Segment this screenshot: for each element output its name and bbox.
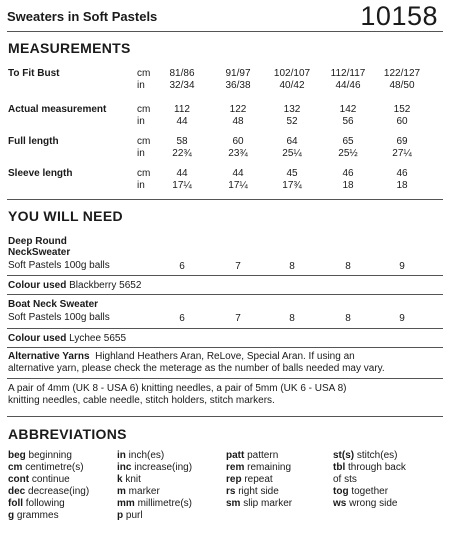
abbreviation-entry: [226, 450, 278, 461]
abbreviation-meaning: knit: [122, 474, 141, 485]
you-will-need-heading: YOU WILL NEED: [8, 208, 123, 224]
ball-count: 6: [179, 261, 185, 272]
measurement-value: 32/34: [169, 80, 195, 91]
measurement-value: 112: [174, 104, 190, 115]
measurement-value: 25¼: [282, 148, 302, 159]
measurement-label: To Fit Bust: [8, 68, 60, 79]
unit-cm: cm: [137, 104, 151, 115]
abbreviation-key: k: [117, 474, 123, 485]
measurement-value: 122: [229, 104, 247, 115]
abbreviation-key: ws: [333, 498, 347, 509]
abbreviation-entry: [333, 450, 397, 461]
abbreviation-meaning: millimetre(s): [134, 498, 193, 509]
boat-neck-yarn: Soft Pastels 100g balls: [8, 312, 110, 323]
measurement-value: 112/117: [330, 68, 366, 79]
measurement-value: 44: [176, 168, 188, 179]
abbreviation-entry: [117, 498, 192, 509]
abbreviation-key: rem: [226, 462, 245, 473]
abbreviation-meaning: slip marker: [240, 498, 293, 509]
measurement-value: 23¾: [228, 148, 248, 159]
boat-neck-colour: Colour used Lychee 5655: [8, 333, 127, 344]
abbreviation-key: rep: [226, 474, 242, 485]
abbreviation-meaning: following: [23, 498, 65, 509]
divider: [7, 416, 443, 417]
abbreviation-entry: [117, 450, 164, 461]
abbreviation-entry: [8, 462, 84, 473]
measurement-value: 18: [342, 180, 354, 191]
abbreviation-key: p: [117, 510, 124, 521]
ball-count: 8: [289, 261, 295, 272]
measurement-value: 152: [393, 104, 411, 115]
abbreviation-meaning: decrease(ing): [25, 486, 90, 497]
abbreviation-meaning: of sts: [333, 474, 357, 485]
abbreviation-key: cont: [8, 474, 30, 485]
ball-count: 8: [345, 313, 351, 324]
ball-count: 9: [399, 313, 405, 324]
abbreviation-key: g: [8, 510, 15, 521]
unit-in: in: [137, 80, 145, 91]
abbreviations-heading: ABBREVIATIONS: [8, 426, 127, 442]
divider: [7, 328, 443, 329]
measurement-value: 132: [283, 104, 301, 115]
deep-round-yarn: Soft Pastels 100g balls: [8, 260, 110, 271]
unit-cm: cm: [137, 168, 151, 179]
alternative-yarns: Alternative Yarns Highland Heathers Aran, ReLove, Special Aran. If using an alternative yarn, please check the meterage as the number of balls needed may vary.: [8, 351, 385, 374]
measurement-value: 27¼: [392, 148, 412, 159]
abbreviation-key: sm: [226, 498, 241, 509]
abbreviation-meaning: inch(es): [125, 450, 165, 461]
measurements-divider: [7, 199, 443, 200]
abbreviation-key: st(s): [333, 450, 355, 461]
measurement-value: 44/46: [335, 80, 361, 91]
unit-cm: cm: [137, 68, 151, 79]
abbreviation-entry: [8, 474, 70, 485]
abbreviation-entry: [333, 474, 357, 485]
abbreviation-entry: [333, 486, 388, 497]
measurement-value: 142: [339, 104, 357, 115]
measurement-value: 65: [342, 136, 354, 147]
measurement-value: 58: [176, 136, 188, 147]
abbreviation-entry: [226, 474, 273, 485]
measurement-value: 22¾: [172, 148, 192, 159]
pattern-number: 10158: [360, 1, 438, 31]
abbreviation-key: cm: [8, 462, 23, 473]
measurement-value: 44: [176, 116, 188, 127]
abbreviation-meaning: beginning: [25, 450, 72, 461]
divider: [7, 275, 443, 276]
deep-round-title: Deep Round NeckSweater: [8, 236, 71, 258]
measurement-value: 17¼: [228, 180, 248, 191]
measurement-value: 102/107: [273, 68, 311, 79]
abbreviation-meaning: pattern: [244, 450, 279, 461]
ball-count: 8: [345, 261, 351, 272]
abbreviation-key: foll: [8, 498, 23, 509]
unit-in: in: [137, 148, 145, 159]
abbreviation-entry: [117, 462, 192, 473]
abbreviation-key: inc: [117, 462, 132, 473]
abbreviation-meaning: increase(ing): [131, 462, 193, 473]
measurement-value: 18: [396, 180, 408, 191]
abbreviation-entry: [226, 462, 291, 473]
divider: [7, 378, 443, 379]
measurement-value: 69: [396, 136, 408, 147]
measurement-value: 44: [232, 168, 244, 179]
measurements-heading: MEASUREMENTS: [8, 40, 131, 56]
divider: [7, 294, 443, 295]
abbreviation-meaning: centimetre(s): [22, 462, 84, 473]
abbreviation-meaning: through back: [345, 462, 406, 473]
abbreviation-meaning: marker: [125, 486, 160, 497]
abbreviation-entry: [333, 498, 397, 509]
abbreviation-meaning: continue: [29, 474, 70, 485]
abbreviation-key: mm: [117, 498, 135, 509]
abbreviation-entry: [333, 462, 406, 473]
measurement-label: Full length: [8, 136, 59, 147]
abbreviation-key: patt: [226, 450, 245, 461]
abbreviation-meaning: remaining: [244, 462, 292, 473]
abbreviation-meaning: wrong side: [346, 498, 398, 509]
boat-neck-title: Boat Neck Sweater: [8, 299, 99, 310]
measurement-label: Actual measurement: [8, 104, 107, 115]
abbreviation-key: in: [117, 450, 126, 461]
measurement-value: 64: [286, 136, 298, 147]
ball-count: 9: [399, 261, 405, 272]
abbreviation-entry: [8, 498, 65, 509]
unit-in: in: [137, 180, 145, 191]
abbreviation-key: tog: [333, 486, 349, 497]
measurement-value: 60: [232, 136, 244, 147]
abbreviation-entry: [8, 450, 72, 461]
measurement-value: 36/38: [225, 80, 251, 91]
measurement-value: 56: [342, 116, 354, 127]
measurement-value: 40/42: [279, 80, 305, 91]
abbreviation-entry: [117, 486, 160, 497]
abbreviation-key: beg: [8, 450, 26, 461]
abbreviation-key: rs: [226, 486, 236, 497]
measurement-value: 46: [396, 168, 408, 179]
abbreviation-meaning: stitch(es): [354, 450, 398, 461]
abbreviation-entry: [8, 486, 89, 497]
measurement-value: 17¼: [172, 180, 192, 191]
needles-list: A pair of 4mm (UK 8 - USA 6) knitting needles, a pair of 5mm (UK 6 - USA 8) knitting needles, cable needle, stitch holders, stitch markers.: [8, 383, 347, 406]
ball-count: 7: [235, 313, 241, 324]
measurement-value: 48: [232, 116, 244, 127]
measurement-value: 60: [396, 116, 408, 127]
measurement-value: 46: [342, 168, 354, 179]
abbreviation-entry: [117, 510, 143, 521]
header-divider: [7, 31, 443, 32]
unit-cm: cm: [137, 136, 151, 147]
measurement-value: 81/86: [169, 68, 195, 79]
pattern-title: Sweaters in Soft Pastels: [7, 9, 158, 24]
abbreviation-entry: [226, 486, 279, 497]
deep-round-colour: Colour used Blackberry 5652: [8, 280, 142, 291]
divider: [7, 347, 443, 348]
measurement-value: 122/127: [383, 68, 421, 79]
abbreviation-meaning: repeat: [241, 474, 273, 485]
abbreviation-key: m: [117, 486, 126, 497]
measurement-value: 25½: [338, 148, 358, 159]
ball-count: 8: [289, 313, 295, 324]
abbreviation-key: tbl: [333, 462, 346, 473]
abbreviation-meaning: together: [348, 486, 389, 497]
measurement-label: Sleeve length: [8, 168, 73, 179]
abbreviation-entry: [8, 510, 59, 521]
unit-in: in: [137, 116, 145, 127]
ball-count: 6: [179, 313, 185, 324]
measurement-value: 91/97: [225, 68, 251, 79]
ball-count: 7: [235, 261, 241, 272]
measurement-value: 45: [286, 168, 298, 179]
abbreviation-entry: [226, 498, 292, 509]
abbreviation-meaning: purl: [123, 510, 143, 521]
abbreviation-meaning: right side: [235, 486, 279, 497]
measurement-value: 17¾: [282, 180, 302, 191]
abbreviation-key: dec: [8, 486, 26, 497]
measurement-value: 52: [286, 116, 298, 127]
abbreviation-entry: [117, 474, 141, 485]
abbreviation-meaning: grammes: [14, 510, 59, 521]
measurement-value: 48/50: [389, 80, 415, 91]
